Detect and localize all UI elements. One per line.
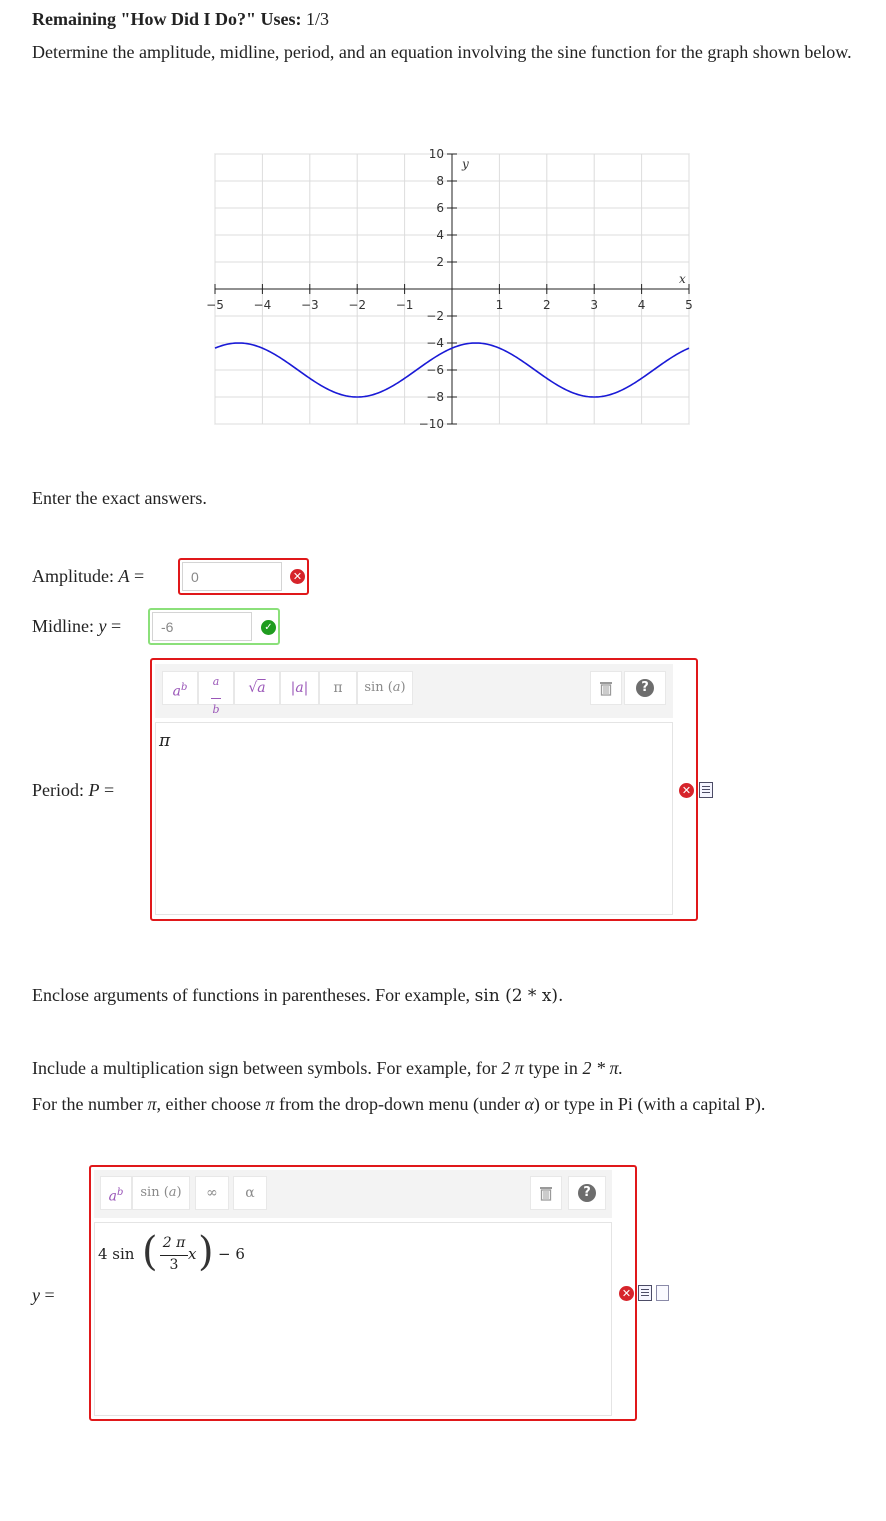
exact-answers-instruction: Enter the exact answers. <box>32 488 207 508</box>
trash-icon <box>599 680 613 696</box>
x-tick-label: 2 <box>542 298 551 312</box>
equation-label: y = <box>32 1285 55 1305</box>
period-math-editor[interactable] <box>155 722 673 915</box>
y-tick-label: −8 <box>426 390 444 404</box>
y-tick-label: 10 <box>428 147 444 161</box>
question-text: Determine the amplitude, midline, period, and an equation involving the sine function for the graph shown below. <box>32 42 852 62</box>
x-tick-label: 3 <box>590 298 599 312</box>
x-axis-label: x <box>679 272 686 286</box>
preview-icon[interactable] <box>638 1285 652 1301</box>
help-icon: ? <box>636 679 654 697</box>
sin-button[interactable]: sin (a) <box>132 1176 190 1210</box>
abs-value-button[interactable]: |a| <box>280 671 319 705</box>
period-label: Period: P = <box>32 780 115 800</box>
x-tick-label: 4 <box>637 298 646 312</box>
x-tick-label: −1 <box>395 298 414 312</box>
x-tick-label: −3 <box>300 298 319 312</box>
remaining-uses-label: Remaining "How Did I Do?" Uses: <box>32 9 302 29</box>
amplitude-label: Amplitude: A = <box>32 566 145 586</box>
preview-icon[interactable] <box>699 782 713 798</box>
period-math-toolbar <box>155 664 673 718</box>
infinity-button[interactable]: ∞ <box>195 1176 229 1210</box>
x-tick-label: 1 <box>495 298 504 312</box>
trash-icon <box>539 1185 553 1201</box>
y-tick-label: 8 <box>436 174 444 188</box>
fraction-button[interactable]: a b <box>198 671 234 705</box>
y-tick-label: −10 <box>418 417 444 431</box>
sine-graph <box>200 140 700 440</box>
x-tick-label: −5 <box>206 298 224 312</box>
y-tick-label: −2 <box>426 309 444 323</box>
help-button[interactable] <box>624 671 666 705</box>
midline-input[interactable] <box>152 612 252 641</box>
correct-check-icon: ✓ <box>261 620 276 635</box>
pi-button[interactable]: π <box>319 671 357 705</box>
remaining-uses <box>32 5 329 33</box>
y-tick-label: 2 <box>436 255 444 269</box>
incorrect-icon: ✕ <box>679 783 694 798</box>
power-button[interactable]: $a^b$ <box>100 1176 132 1210</box>
y-tick-label: −6 <box>426 363 444 377</box>
midline-label: Midline: y = <box>32 616 122 636</box>
sqrt-button[interactable]: √a <box>234 671 280 705</box>
power-button[interactable]: $a^b$ <box>162 671 198 705</box>
help-icon: ? <box>578 1184 596 1202</box>
multiplication-hint: Include a multiplication sign between symbols. For example, for 2 π type in 2 * π. <box>32 1058 623 1078</box>
amplitude-input[interactable] <box>182 562 282 591</box>
equation-math-toolbar <box>94 1170 612 1218</box>
help-button[interactable] <box>568 1176 606 1210</box>
x-tick-label: −4 <box>253 298 272 312</box>
trash-button[interactable] <box>590 671 622 705</box>
remaining-uses-value: 1/3 <box>306 9 330 29</box>
y-tick-label: −4 <box>426 336 444 350</box>
y-tick-label: 4 <box>436 228 444 242</box>
document-icon[interactable] <box>656 1285 669 1301</box>
period-value: π <box>159 731 171 751</box>
y-axis-label: y <box>462 157 469 171</box>
equation-math-editor[interactable]: 4 sin ( 2 π 3 x ) − 6 <box>94 1222 612 1416</box>
sin-button[interactable]: sin (a) <box>357 671 413 705</box>
incorrect-icon: ✕ <box>290 569 305 584</box>
alpha-dropdown-button[interactable]: α <box>233 1176 267 1210</box>
enclose-hint: Enclose arguments of functions in parentheses. For example, sin (2 * x). <box>32 985 564 1006</box>
pi-hint: For the number π, either choose π from the drop-down menu (under α) or type in Pi (with a capital P). <box>32 1094 766 1114</box>
x-tick-label: −2 <box>348 298 367 312</box>
x-tick-label: 5 <box>685 298 693 312</box>
y-tick-label: 6 <box>436 201 444 215</box>
trash-button[interactable] <box>530 1176 562 1210</box>
incorrect-icon: ✕ <box>619 1286 634 1301</box>
